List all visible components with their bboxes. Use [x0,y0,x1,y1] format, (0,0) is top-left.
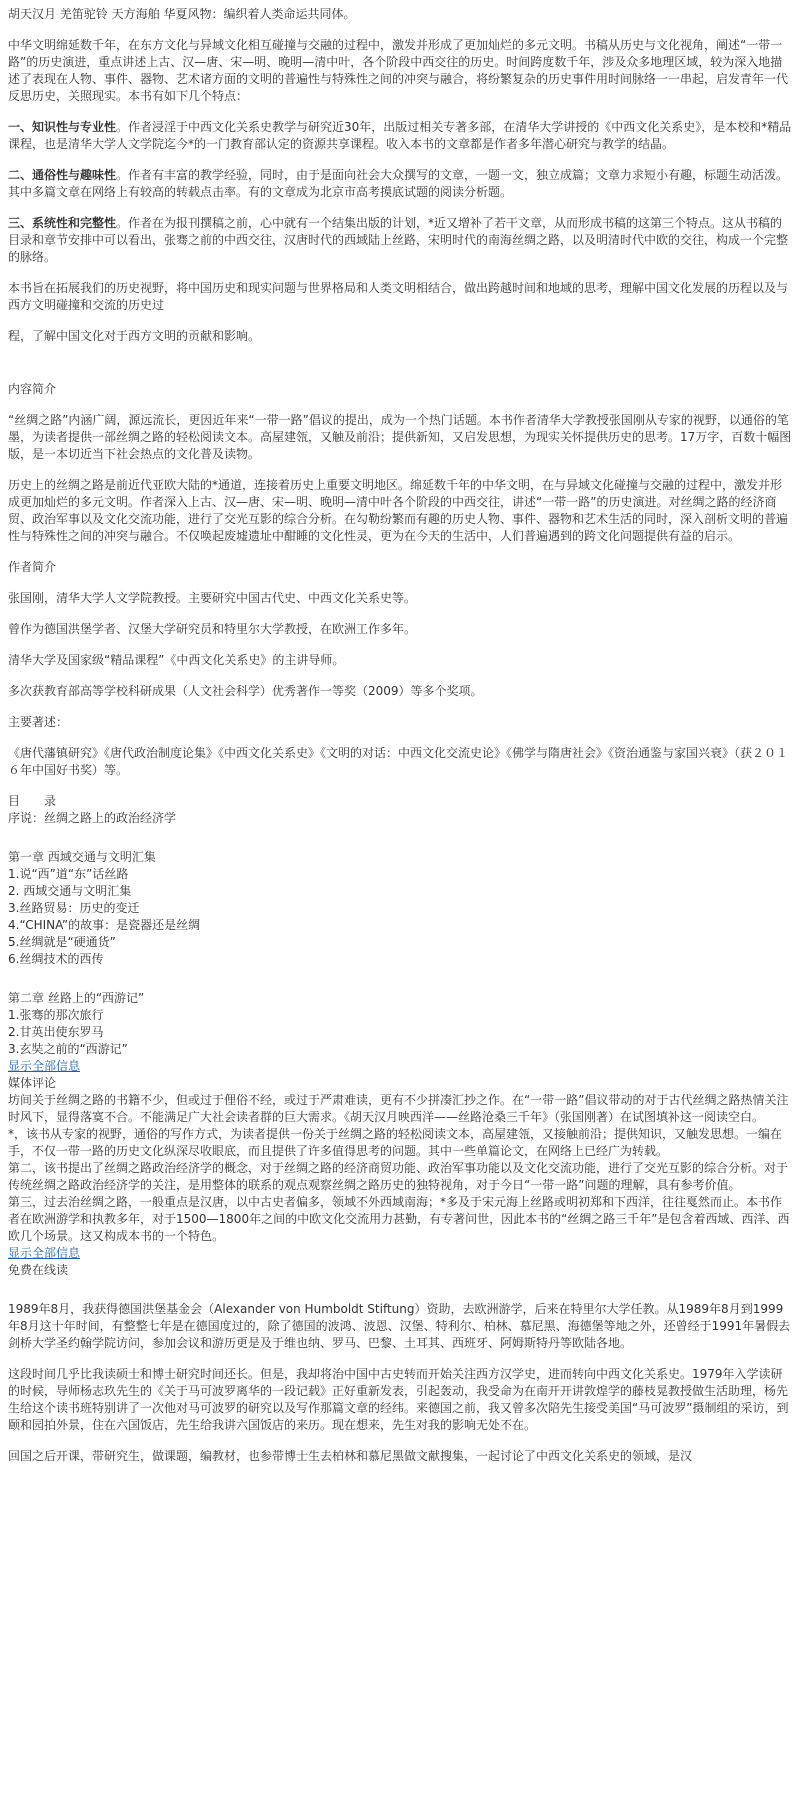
chapter-1-item: 3.丝路贸易：历史的变迁 [8,901,140,915]
review-paragraph-1: 坊间关于丝绸之路的书籍不少，但或过于俚俗不经，或过于严肃难读，更有不少拼凑汇抄之作。在“一带一路”倡议带动的对于古代丝绸之路热情关注时风下，显得落寞不合。不能满足广大社会读者群的巨大需求。《胡天汉月映西洋——丝路沧桑三千年》（张国刚著）在试图填补这一阅读空白。 [8,1093,789,1124]
feature-paragraph-3 [8,215,792,266]
chapter-1-item: 6.丝绸技术的西传 [8,952,104,966]
author-heading: 作者简介 [8,560,57,574]
summary-paragraph-1: “丝绸之路”内涵广阔，源远流长，更因近年来“一带一路”倡议的提出，成为一个热门话题。本书作者清华大学教授张国刚从专家的视野，以通俗的笔墨，为读者提供一部丝绸之路的轻松阅读文本。高屋建瓴，又触及前沿；提供新知，又启发思想，为现实关怀提供历史的思考。17万字，百数十幅图版，是一本切近当下社会热点的文化普及读物。 [8,413,792,461]
feature-paragraph-2 [8,167,792,201]
chapter-1-item: 2. 西域交通与文明汇集 [8,884,132,898]
chapter-1-item: 1.说“西”道“东”话丝路 [8,867,129,881]
author-paragraph-2: 曾作为德国洪堡学者、汉堡大学研究员和特里尔大学教授，在欧洲工作多年。 [8,622,417,636]
free-read-paragraph-2: 这段时间几乎比我读硕士和博士研究时间还长。但是，我却将治中国中古史转而开始关注西方汉学史，进而转向中西文化关系史。1979年入学读研的时候，导师杨志玖先生的《关于马可波罗离华的一段记载》正好重新发表，引起轰动，我受命为在南开开讲敦煌学的藤枝晃教授做生活助理，杨先生给这个读书班特别讲了一次他对马可波罗的研究以及写作那篇文章的经纬。来德国之前，我又曾多次陪先生接受美国“马可波罗”摄制组的采访，到颐和园拍外景，住在六国饭店，先生给我讲六国饭店的来历。现在想来，先生对我的影响无处不在。 [8,1367,789,1432]
author-paragraph-4: 多次获教育部高等学校科研成果（人文社会科学）优秀著作一等奖（2009）等多个奖项。 [8,684,483,698]
review-heading: 媒体评论 [8,1076,57,1090]
show-all-link-review[interactable]: 显示全部信息 [8,1246,81,1260]
feature-text-1: 。作者浸淫于中西文化关系史教学与研究近30年，出版过相关专著多部，在清华大学讲授的《中西文化关系史》，是本校和*精品课程，也是清华大学人文学院迄今*的一门教育部认定的资源共享课程。收入本书的文章都是作者多年潜心研究与教学的结晶。 [8,120,792,151]
free-read-paragraph-3: 回国之后开课，带研究生，做课题，编教材，也参带博士生去柏林和慕尼黑做文献搜集，一起讨论了中西文化关系史的领域，是汉 [8,1449,693,1463]
feature-paragraph-1 [8,119,792,153]
purpose-paragraph-1: 本书旨在拓展我们的历史视野，将中国历史和现实问题与世界格局和人类文明相结合，做出跨越时间和地域的思考，理解中国文化发展的历程以及与西方文明碰撞和交流的历史过 [8,281,789,312]
summary-paragraph-2: 历史上的丝绸之路是前近代亚欧大陆的*通道，连接着历史上重要文明地区。绵延数千年的中华文明，在与异域文化碰撞与交融的过程中，激发并形成更加灿烂的多元文明。作者深入上古、汉—唐、宋—明、晚明—清中叶各个阶段的中西交往，讲述“一带一路”的历史演进。对丝绸之路的经济商贸、政治军事以及文化交流功能，进行了交光互影的综合分析。在勾勒纷繁而有趣的历史人物、事件、器物和艺术生活的同时，深入剖析文明的普遍性与特殊性之间的冲突与融合。不仅唤起废墟遗址中酣睡的文化性灵，更为在今天的生活中，人们普遍遇到的跨文化问题提供有益的启示。 [8,478,789,543]
chapter-2-item: 1.张骞的那次旅行 [8,1008,104,1022]
review-paragraph-4: 第三，过去治丝绸之路，一般重点是汉唐，以中古史者偏多，领域不外西域南海；*多及于宋元海上丝路或明初郑和下西洋，往往戛然而止。本书作者在欧洲游学和执教多年，对于1500—1800年之间的中欧文化交流用力甚勤，有专著问世，因此本书的“丝绸之路三千年”是包含着西域、西洋、西欧几个场景。这又构成本书的一个特色。 [8,1195,790,1243]
chapter-2-item: 2.甘英出使东罗马 [8,1025,104,1039]
works-paragraph: 《唐代藩镇研究》《唐代政治制度论集》《中西文化关系史》《文明的对话：中西文化交流史论》《佛学与隋唐社会》《资治通鉴与家国兴衰》（获２０１６年中国好书奖）等。 [8,746,789,777]
toc-heading: 目 录 [8,794,57,808]
chapter-1-item: 4.“CHINA”的故事：是瓷器还是丝绸 [8,918,201,932]
feature-text-2: 。作者有丰富的教学经验，同时，由于是面向社会大众撰写的文章，一题一文，独立成篇；文章力求短小有趣，标题生动活泼。其中多篇文章在网络上有较高的转载点击率。有的文章成为北京市高考摸底试题的阅读分析题。 [8,168,789,199]
feature-text-3: 。作者在为报刊撰稿之前，心中就有一个结集出版的计划，*近又增补了若干文章，从而形成书稿的这第三个特点。这从书稿的目录和章节安排中可以看出，张骞之前的中西交往，汉唐时代的西域陆上丝路，宋明时代的南海丝绸之路，以及明清时代中欧的交往，构成一个完整的脉络。 [8,216,789,264]
chapter-2-title: 第二章 丝路上的“西游记” [8,991,145,1005]
chapter-1-item: 5.丝绸就是“硬通货” [8,935,116,949]
free-read-paragraph-1: 1989年8月，我获得德国洪堡基金会（Alexander von Humboldt Stiftung）资助，去欧洲游学，后来在特里尔大学任教。从1989年8月到1999年8月这十年时间，有整整七年是在德国度过的，除了德国的波鸿、波恩、汉堡、特利尔、柏林、慕尼黑、海德堡等地之外，还曾经于1991年暑假去剑桥大学圣约翰学院访问，参加会议和游历更是及于维也纳、罗马、巴黎、土耳其、西班牙、阿姆斯特丹等欧陆各地。 [8,1302,791,1350]
review-paragraph-3: 第二，该书提出了丝绸之路政治经济学的概念，对于丝绸之路的经济商贸功能、政治军事功能以及文化交流功能，进行了交光互影的综合分析。对于传统丝绸之路政治经济学的关注，是用整体的联系的观点观察丝绸之路历史的独特视角，对于今日“一带一路”问题的理解，具有参考价值。 [8,1161,789,1192]
tagline: 胡天汉月 羌笛驼铃 天方海舶 华夏风物：编织着人类命运共同体。 [8,7,356,21]
chapter-2-item: 3.玄奘之前的“西游记” [8,1042,128,1056]
author-paragraph-3: 清华大学及国家级“精品课程”《中西文化关系史》的主讲导师。 [8,653,345,667]
show-all-link-toc[interactable]: 显示全部信息 [8,1059,81,1073]
summary-heading: 内容简介 [8,382,57,396]
feature-lead-2: 二、通俗性与趣味性 [8,168,117,182]
feature-lead-1: 一、知识性与专业性 [8,120,117,134]
toc-preface: 序说：丝绸之路上的政治经济学 [8,811,177,825]
chapter-1 [8,849,792,968]
free-read-heading: 免费在线读 [8,1263,69,1277]
feature-lead-3: 三、系统性和完整性 [8,216,117,230]
author-paragraph-1: 张国刚，清华大学人文学院教授。主要研究中国古代史、中西文化关系史等。 [8,591,417,605]
chapter-2 [8,990,792,1058]
purpose-paragraph-2: 程，了解中国文化对于西方文明的贡献和影响。 [8,329,261,343]
intro-paragraph: 中华文明绵延数千年，在东方文化与异域文化相互碰撞与交融的过程中，激发并形成了更加灿烂的多元文明。书稿从历史与文化视角，阐述“一带一路”的历史演进，重点讲述上古、汉—唐、宋—明、晚明—清中叶，各个阶段中西交往的历史。时间跨度数千年，涉及众多地理区域，较为深入地描述了表现在人物、事件、器物、艺术诸方面的文明的普遍性与特殊性之间的冲突与融合，将纷繁复杂的历史事件用时间脉络一一串起，启发青年一代反思历史，关照现实。本书有如下几个特点： [8,38,789,103]
chapter-1-title: 第一章 西域交通与文明汇集 [8,850,156,864]
works-heading: 主要著述： [8,715,69,729]
review-paragraph-2: *，该书从专家的视野，通俗的写作方式，为读者提供一份关于丝绸之路的轻松阅读文本，高屋建瓴，又接触前沿；提供知识，又触发思想。一编在手，不仅一带一路的历史文化纵深尽收眼底，而且提供了许多值得思考的问题。其中一些单篇论文，在网络上已经广为转载。 [8,1127,783,1158]
